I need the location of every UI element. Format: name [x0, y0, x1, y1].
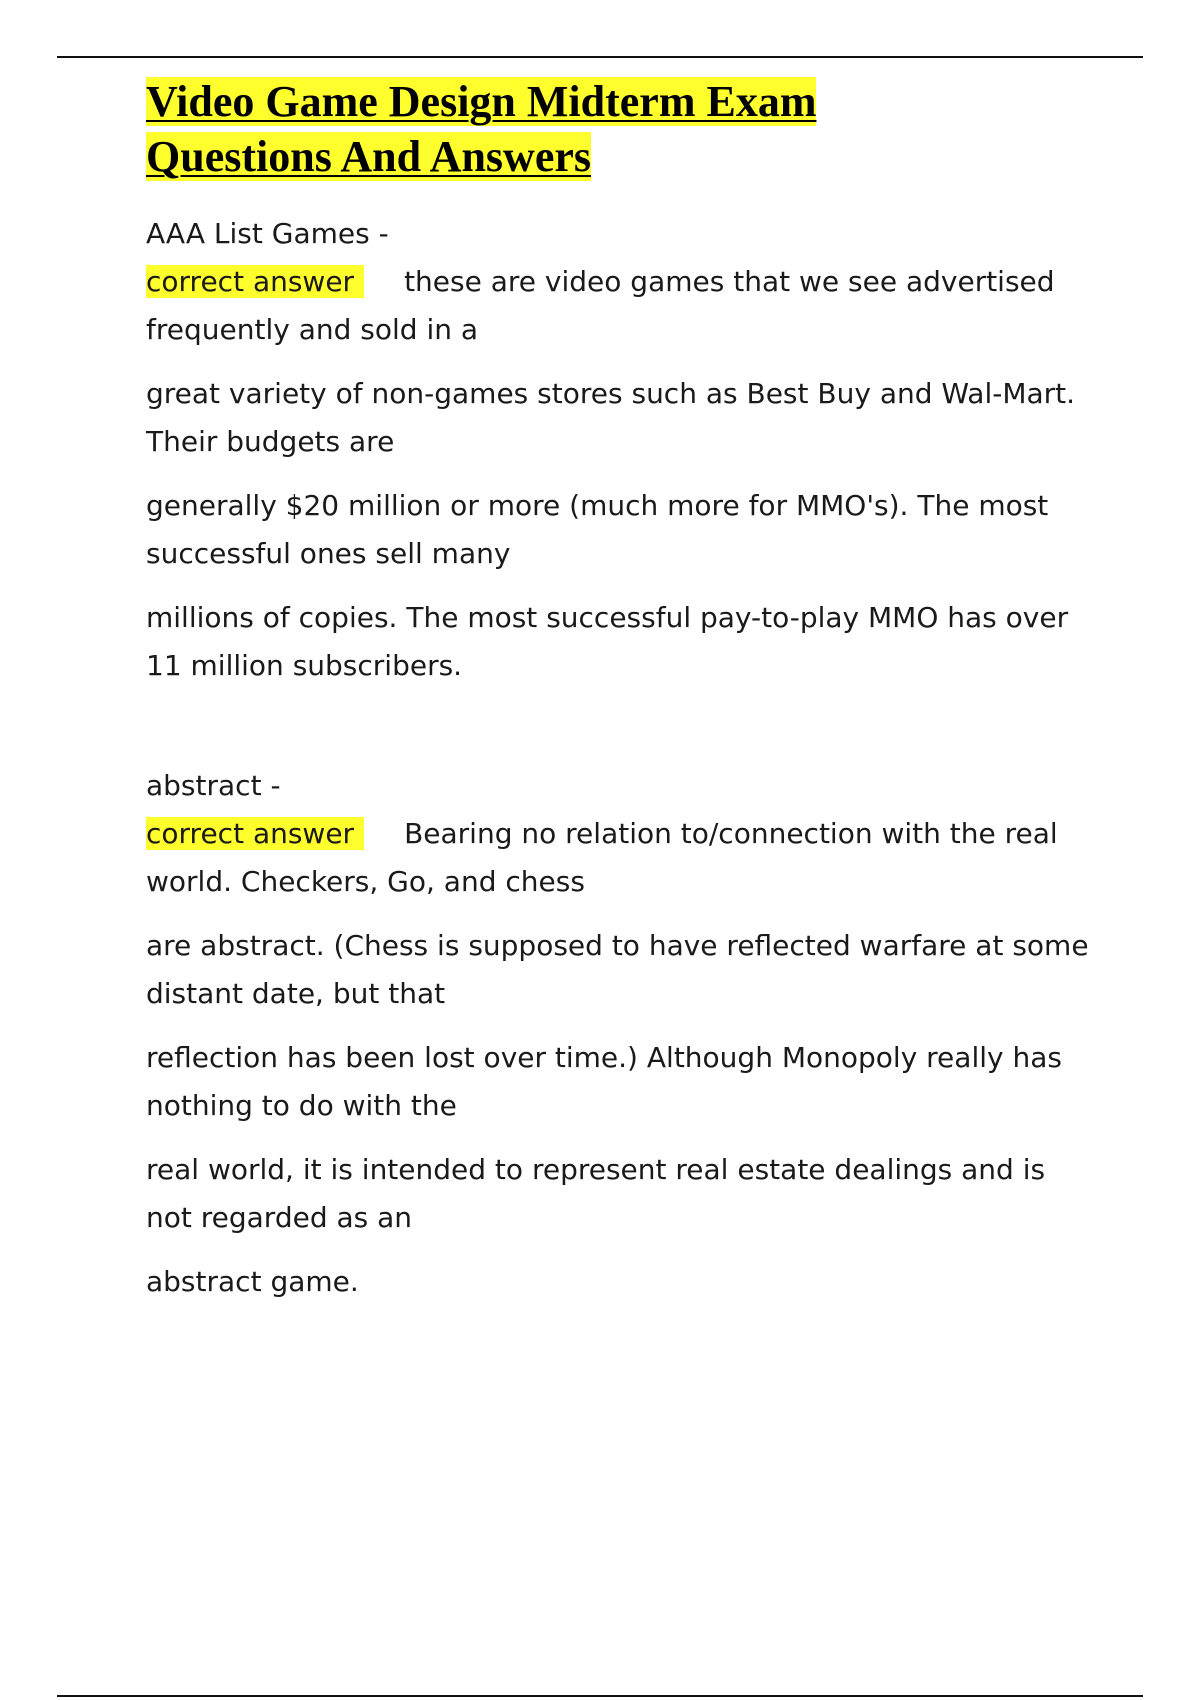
correct-answer-label: correct answer [146, 265, 364, 298]
answer-paragraph: millions of copies. The most successful pay-to-play MMO has over 11 million subscribers. [146, 601, 1069, 682]
answer-text: Bearing no relation to/connection with the real world. Checkers, Go, and chess [146, 817, 1058, 898]
answer-paragraph: great variety of non-games stores such as Best Buy and Wal-Mart. Their budgets are [146, 377, 1076, 458]
answer-first-paragraph [146, 258, 1096, 354]
answer-paragraph: generally $20 million or more (much more for MMO's). The most successful ones sell many [146, 489, 1049, 570]
answer-first-paragraph [146, 810, 1096, 906]
footer-rule [57, 1695, 1143, 1697]
qa-entry [146, 762, 1096, 1306]
document-body [146, 74, 1096, 1306]
header-rule [57, 56, 1143, 58]
document-title [146, 74, 1096, 184]
title-line-1: Video Game Design Midterm Exam [146, 77, 817, 126]
answer-paragraph: reflection has been lost over time.) Although Monopoly really has nothing to do with the [146, 1041, 1062, 1122]
answer-text: these are video games that we see advertised frequently and sold in a [146, 265, 1055, 346]
question-term: AAA List Games - [146, 217, 389, 250]
answer-paragraph: real world, it is intended to represent real estate dealings and is not regarded as an [146, 1153, 1046, 1234]
correct-answer-label: correct answer [146, 817, 364, 850]
answer-paragraph: abstract game. [146, 1265, 359, 1298]
answer-paragraph: are abstract. (Chess is supposed to have reflected warfare at some distant date, but that [146, 929, 1089, 1010]
question-term: abstract - [146, 769, 281, 802]
title-line-2: Questions And Answers [146, 132, 592, 181]
qa-entry [146, 210, 1096, 690]
